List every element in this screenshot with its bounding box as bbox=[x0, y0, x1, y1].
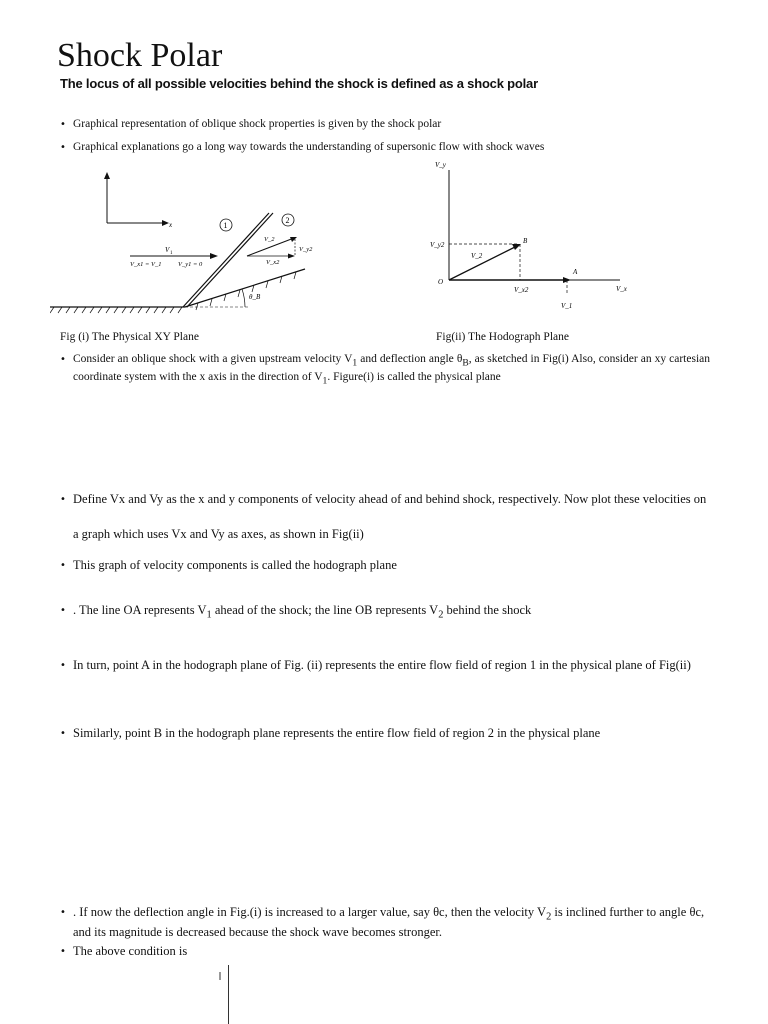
partial-figure-mark bbox=[219, 972, 221, 980]
v1-subscript: 1 bbox=[170, 251, 173, 256]
v1-label: V_1 bbox=[561, 302, 573, 310]
v1-label: V bbox=[165, 246, 170, 254]
caption-physical-plane: Fig (i) The Physical XY Plane bbox=[60, 331, 199, 343]
bullet-dot: • bbox=[60, 605, 66, 616]
bullet-define-vx-vy bbox=[60, 482, 710, 552]
theta-b-label: θ_B bbox=[249, 293, 261, 301]
bullet-text: . The line OA represents $V_1$ ahead of the shock; the line OB represents $V_2$ behind the shock bbox=[73, 603, 532, 621]
bullet-deflection-angle bbox=[60, 905, 710, 940]
vy2-label: V_y2 bbox=[430, 241, 445, 249]
caption-hodograph-plane: Fig(ii) The Hodograph Plane bbox=[436, 331, 569, 343]
bullet-text: Graphical explanations go a long way towards the understanding of supersonic flow with shock waves bbox=[73, 141, 545, 153]
bullet-text: . If now the deflection angle in Fig.(i) is increased to a larger value, say θc, then the velocity $V_2$ is inclined further to angle θc, and its magnitude is decreased because the shock wave becomes stronger. bbox=[73, 905, 705, 939]
bullet-text: In turn, point A in the hodograph plane of Fig. (ii) represents the entire flow field of region 1 in the physical plane of Fig(ii) bbox=[73, 658, 691, 672]
bullet-dot: • bbox=[60, 907, 66, 918]
bullet-text: Similarly, point B in the hodograph plane represents the entire flow field of region 2 in the physical plane bbox=[73, 726, 601, 740]
bullet-dot: • bbox=[60, 119, 66, 130]
bullet-shock-polar bbox=[60, 117, 710, 132]
bullet-dot: • bbox=[60, 660, 66, 671]
bullet-hodograph-plane bbox=[60, 558, 710, 573]
page-title: Shock Polar bbox=[57, 37, 223, 74]
point-b-label: B bbox=[523, 237, 528, 245]
figure-hodograph-plane bbox=[425, 152, 635, 317]
bullet-above-condition bbox=[60, 944, 710, 959]
v2-label: V_2 bbox=[264, 236, 275, 243]
bullet-dot: • bbox=[60, 142, 66, 153]
point-a-label: A bbox=[573, 268, 578, 276]
region-1-label: 1 bbox=[223, 221, 228, 230]
bullet-dot: • bbox=[60, 354, 66, 365]
axis-vx-label: V_x bbox=[616, 285, 627, 293]
bullet-line-oa bbox=[60, 603, 710, 623]
bullet-text: Graphical representation of oblique shock properties is given by the shock polar bbox=[73, 118, 442, 130]
bullet-text: Consider an oblique shock with a given upstream velocity $V_1$ and deflection angle $\theta_B$, as sketched in Fig(i) Also, consider an xy cartesian coordinate system with the x axis in the direction of $V_1$. Figure(i) is called the physical plane bbox=[73, 353, 711, 387]
page-subtitle: The locus of all possible velocities behind the shock is defined as a shock polar bbox=[60, 76, 538, 91]
axis-x-label: x bbox=[169, 221, 173, 229]
vx1-equation: V_x1 = V_1 bbox=[130, 261, 162, 268]
v2-vector-label: V_2 bbox=[471, 252, 483, 260]
bullet-point-a bbox=[60, 648, 710, 683]
partial-figure-axis bbox=[228, 965, 229, 1024]
bullet-dot: • bbox=[60, 728, 66, 739]
bullet-consider-shock bbox=[60, 352, 710, 389]
bullet-text: Define Vx and Vy as the x and y components of velocity ahead of and behind shock, respectively. Now plot these velocities on a graph which uses Vx and Vy as axes, as shown in Fig(ii) bbox=[73, 492, 707, 541]
vx2-label: V_x2 bbox=[514, 286, 529, 294]
figure-physical-plane bbox=[50, 165, 380, 320]
bullet-dot: • bbox=[60, 560, 66, 571]
bullet-text: This graph of velocity components is called the hodograph plane bbox=[73, 558, 397, 572]
bullet-point-b bbox=[60, 726, 710, 741]
vx2-label: V_x2 bbox=[266, 259, 280, 266]
origin-label: O bbox=[438, 278, 444, 286]
vy1-equation: V_y1 = 0 bbox=[178, 261, 203, 268]
axis-vy-label: V_y bbox=[435, 161, 446, 169]
bullet-text: The above condition is bbox=[73, 944, 188, 958]
bullet-dot: • bbox=[60, 946, 66, 957]
bullet-dot: • bbox=[60, 494, 66, 505]
vy2-label: V_y2 bbox=[299, 246, 313, 253]
region-2-label: 2 bbox=[285, 216, 290, 225]
